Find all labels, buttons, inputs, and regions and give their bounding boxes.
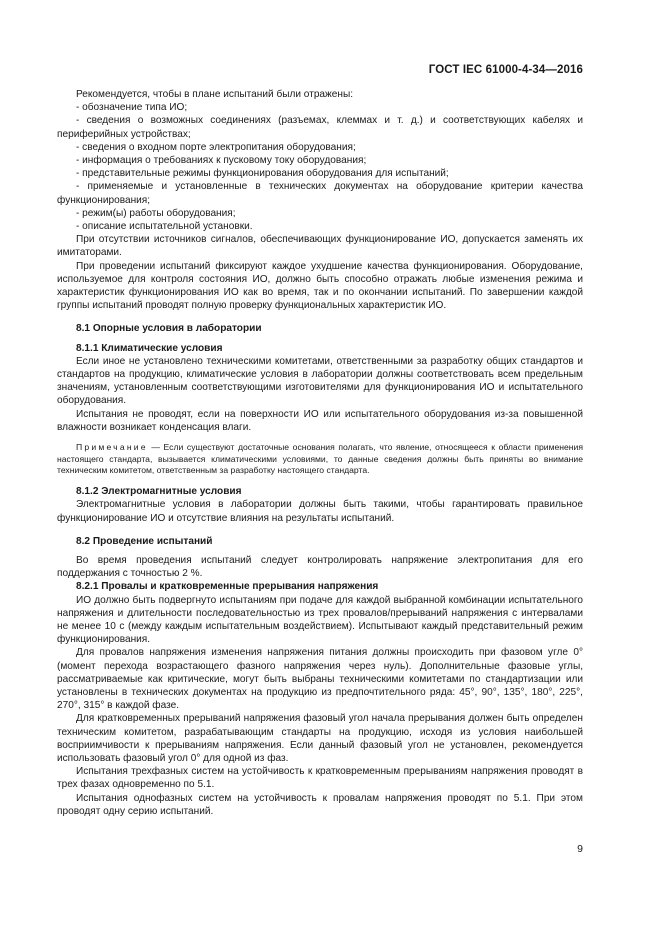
paragraph: При отсутствии источников сигналов, обеспечивающих функционирование ИО, допускается заменять их имитаторами.: [57, 234, 583, 259]
section-heading-8-1-1: 8.1.1 Климатические условия: [76, 342, 223, 354]
paragraph: Во время проведения испытаний следует контролировать напряжение электропитания для его поддержания с точностью 2 %.: [57, 555, 583, 580]
note-label: Примечание: [76, 442, 148, 453]
page-number: 9: [577, 843, 583, 855]
paragraph: Для провалов напряжения изменения напряжения питания должны происходить при фазовом угле 0° (момент перехода возрастающего фазного напряжения через нуль). Дополнительные фазовые углы, рассматриваемые как критические, могут быть выбраны техническими комитетами по стандартизации или установлены в технических документах на продукцию из предпочтительного ряда: 45°, 90°, 135°, 180°, 225°, 270°, 315° в каждой фазе.: [57, 647, 583, 712]
list-item: - обозначение типа ИО;: [76, 102, 188, 114]
paragraph: Электромагнитные условия в лаборатории должны быть такими, чтобы гарантировать правильное функционирование ИО и отсутствие влияния на результаты испытаний.: [57, 499, 583, 524]
paragraph: Для кратковременных прерываний напряжения фазовый угол начала прерывания должен быть определен техническим комитетом, разрабатывающим стандарты на продукцию, исходя из условия наибольшей восприимчивости к прерываниям напряжения. Если данный фазовый угол не установлен, рекомендуется использовать фазовый угол 0° для одной из фаз.: [57, 713, 583, 765]
note-text: — Если существуют достаточные основания полагать, что явление, относящееся к области применения настоящего стандарта, вызывается климатическими условиями, то данные сведения должны быть приняты во внимание техническим комитетом, ответственным за разработку настоящего стандарта.: [57, 442, 583, 476]
paragraph: Испытания не проводят, если на поверхности ИО или испытательного оборудования из-за повышенной влажности возникает конденсация влаги.: [57, 408, 583, 433]
list-item: - описание испытательной установки.: [76, 221, 253, 233]
paragraph: При проведении испытаний фиксируют каждое ухудшение качества функционирования. Оборудование, используемое для контроля состояния ИО, должно быть способно отражать любые изменения режима и характеристик функционирования ИО как во время, так и по окончании испытаний. По завершении каждой группы испытаний проводят полную проверку функциональных характеристик ИО.: [57, 260, 583, 312]
section-heading-8-1-2: 8.1.2 Электромагнитные условия: [76, 486, 242, 498]
list-item: - представительные режимы функционирования оборудования для испытаний;: [76, 168, 449, 180]
list-item: - режим(ы) работы оборудования;: [76, 207, 236, 219]
list-item: - информация о требованиях к пусковому току оборудования;: [76, 155, 367, 167]
list-item: - применяемые и установленные в технических документах на оборудование критерии качества функционирования;: [57, 181, 583, 206]
paragraph: ИО должно быть подвергнуто испытаниям при подаче для каждой выбранной комбинации испытательного напряжения и длительности последовательностью из трех провалов/прерываний напряжения с интервалами не менее 10 с (между каждым испытательным воздействием). Испытывают каждый представительный режим функционирования.: [57, 594, 583, 646]
paragraph: Испытания однофазных систем на устойчивость к провалам напряжения проводят по 5.1. При этом проводят одну серию испытаний.: [57, 792, 583, 817]
paragraph: Испытания трехфазных систем на устойчивость к кратковременным прерываниям напряжения проводят в трех фазах одновременно по 5.1.: [57, 766, 583, 791]
section-heading-8-2: 8.2 Проведение испытаний: [76, 535, 213, 547]
section-heading-8-1: 8.1 Опорные условия в лаборатории: [76, 323, 262, 335]
note: [57, 442, 583, 477]
intro-lead: Рекомендуется, чтобы в плане испытаний были отражены:: [76, 89, 354, 100]
section-heading-8-2-1: 8.2.1 Провалы и кратковременные прерывания напряжения: [76, 581, 379, 593]
list-item: - сведения о входном порте электропитания оборудования;: [76, 141, 356, 153]
document-body: [57, 88, 583, 818]
document-id-header: ГОСТ IEC 61000-4-34—2016: [428, 64, 583, 76]
list-item: - сведения о возможных соединениях (разъемах, клеммах и т. д.) и соответствующих кабелях и периферийных устройствах;: [57, 115, 583, 140]
paragraph: Если иное не установлено техническими комитетами, ответственными за разработку общих стандартов и стандартов на продукцию, климатические условия в лаборатории должны соответствовать всем предельным значениям, установленным соответствующими изготовителями для функционирования ИО и испытательного оборудования.: [57, 355, 583, 407]
